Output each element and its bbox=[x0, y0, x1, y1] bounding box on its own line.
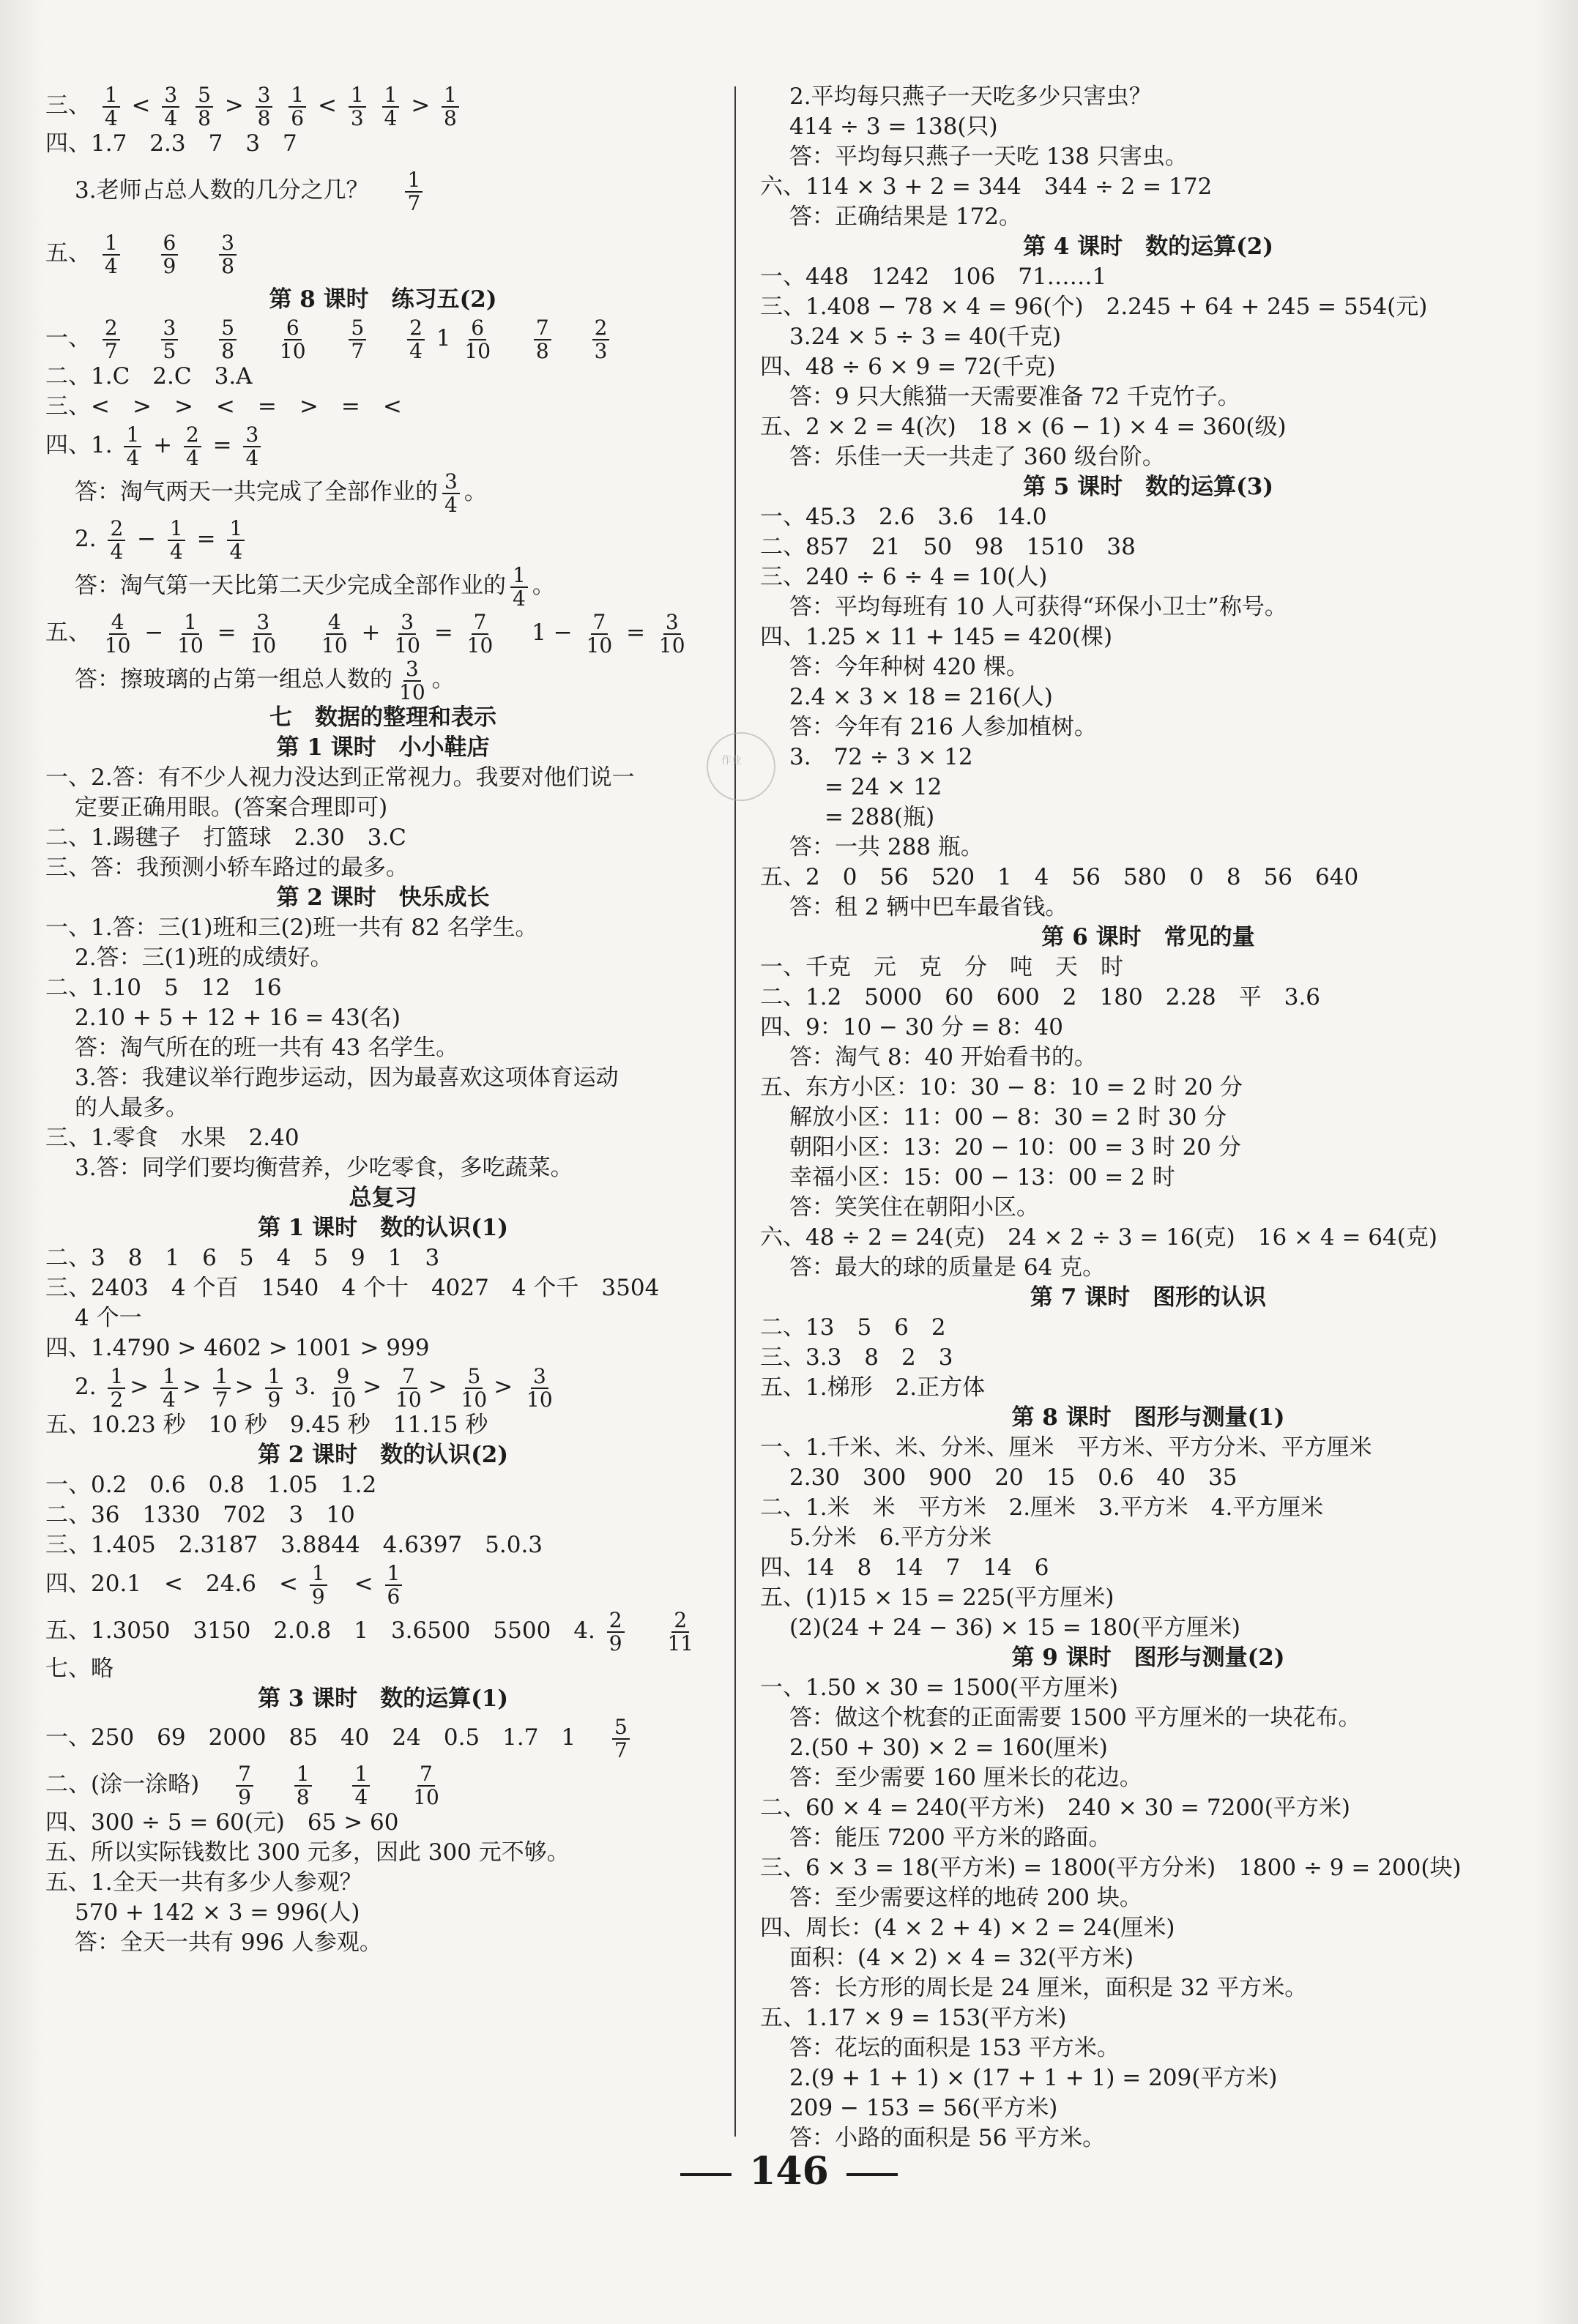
operator: > bbox=[224, 92, 244, 119]
answer-line: 二、857 21 50 98 1510 38 bbox=[760, 534, 1136, 560]
line-text: 一、250 69 2000 85 40 24 0.5 1.7 1 bbox=[45, 1724, 576, 1751]
answer-line: 四、300 ÷ 5 = 60(元) 65 > 60 bbox=[45, 1809, 399, 1836]
fraction: $\frac{2}{11}$ bbox=[667, 1608, 694, 1656]
lesson-heading: 第 2 课时 快乐成长 bbox=[276, 884, 490, 911]
fraction: $\frac{1}{2}$ bbox=[108, 1366, 125, 1410]
fraction: $\frac{2}{4}$ bbox=[108, 518, 125, 562]
answer-line bbox=[45, 1714, 721, 1761]
answer-line: 3.答：我建议举行跑步运动，因为最喜欢这项体育运动 bbox=[75, 1065, 619, 1091]
line-text: 2. bbox=[75, 526, 97, 552]
line-text: 答：擦玻璃的占第一组总人数的 bbox=[75, 666, 392, 693]
answer-line: 一、45.3 2.6 3.6 14.0 bbox=[760, 504, 1047, 530]
line-text: 一、 bbox=[45, 325, 91, 351]
answer-line: 四、周长：(4 × 2 + 4) × 2 = 24(厘米) bbox=[760, 1915, 1175, 1941]
answer-line: 2.答：三(1)班的成绩好。 bbox=[75, 945, 333, 971]
fraction: $\frac{1}{4}$ bbox=[510, 565, 528, 609]
fraction: $\frac{1}{6}$ bbox=[289, 84, 306, 129]
fraction: $\frac{1}{8}$ bbox=[294, 1763, 312, 1808]
fraction: $\frac{6}{9}$ bbox=[161, 232, 179, 277]
fraction: $\frac{1}{9}$ bbox=[265, 1366, 283, 1410]
fraction: $\frac{1}{4}$ bbox=[124, 424, 141, 469]
fraction: $\frac{4}{10}$ bbox=[321, 610, 348, 658]
answer-line: 2.10 + 5 + 12 + 16 = 43(名) bbox=[75, 1005, 401, 1031]
answer-line: 答：做这个枕套的正面需要 1500 平方厘米的一块花布。 bbox=[789, 1705, 1361, 1731]
fraction: $\frac{1}{4}$ bbox=[103, 84, 120, 129]
answer-line: 答：最大的球的质量是 64 克。 bbox=[789, 1254, 1106, 1281]
answer-line: 二、1.踢毽子 打篮球 2.30 3.C bbox=[45, 824, 406, 851]
line-text: 2. bbox=[75, 1374, 97, 1400]
fraction: $\frac{1}{4}$ bbox=[168, 518, 185, 562]
footer-dash-left bbox=[680, 2173, 732, 2176]
answer-line: 四、1.25 × 11 + 145 = 420(棵) bbox=[760, 624, 1113, 650]
answer-line: 570 + 142 × 3 = 996(人) bbox=[75, 1899, 360, 1926]
answer-line: 五、(1)15 × 15 = 225(平方厘米) bbox=[760, 1584, 1114, 1611]
lesson-heading: 第 2 课时 数的认识(2) bbox=[257, 1442, 509, 1468]
answer-line: 答：长方形的周长是 24 厘米，面积是 32 平方米。 bbox=[789, 1975, 1308, 2001]
fraction: $\frac{7}{10}$ bbox=[413, 1762, 439, 1809]
fraction: $\frac{7}{10}$ bbox=[395, 1364, 422, 1412]
lesson-heading: 第 1 课时 数的认识(1) bbox=[257, 1215, 509, 1241]
answer-line: 的人最多。 bbox=[75, 1095, 188, 1121]
answer-line: 2. $\frac{2}{4}$ − $\frac{1}{4}$ = $\frac{1}{4}$ bbox=[45, 515, 721, 562]
fraction: $\frac{7}{8}$ bbox=[534, 317, 551, 362]
fraction: $\frac{9}{10}$ bbox=[330, 1364, 357, 1412]
fraction: $\frac{1}{4}$ bbox=[103, 232, 120, 277]
answer-line: 四、1.4790 > 4602 > 1001 > 999 bbox=[45, 1335, 430, 1361]
answer-line: 一、1.50 × 30 = 1500(平方厘米) bbox=[760, 1675, 1118, 1701]
fraction: $\frac{1}{9}$ bbox=[310, 1563, 327, 1607]
line-text: 三、 bbox=[45, 92, 91, 119]
answer-line: 一、1.答：三(1)班和三(2)班一共有 82 名学生。 bbox=[45, 915, 538, 941]
line-text: 五、 bbox=[45, 240, 91, 267]
answer-line: 答：笑笑住在朝阳小区。 bbox=[789, 1194, 1039, 1221]
fraction: $\frac{1}{4}$ bbox=[352, 1763, 370, 1808]
answer-line: 四、1.7 2.3 7 3 7 bbox=[45, 130, 297, 157]
page-number: 146 bbox=[749, 2149, 829, 2194]
answer-line: 4 个一 bbox=[75, 1305, 142, 1331]
answer-line: 朝阳小区：13：20 − 10：00 = 3 时 20 分 bbox=[789, 1134, 1241, 1161]
fraction: $\frac{2}{4}$ bbox=[184, 424, 201, 469]
answer-line: 答：至少需要 160 厘米长的花边。 bbox=[789, 1765, 1142, 1791]
answer-line: 二、1.10 5 12 16 bbox=[45, 975, 282, 1001]
answer-line: 三、1.零食 水果 2.40 bbox=[45, 1125, 299, 1151]
fraction: $\frac{1}{4}$ bbox=[160, 1366, 178, 1410]
answer-line: 一、0.2 0.6 0.8 1.05 1.2 bbox=[45, 1472, 377, 1498]
answer-line: 三、< > > < = > = < bbox=[45, 393, 402, 420]
answer-line: 六、48 ÷ 2 = 24(克) 24 × 2 ÷ 3 = 16(克) 16 × 4 = 64(克) bbox=[760, 1224, 1437, 1251]
operator: > bbox=[411, 92, 431, 119]
answer-line: 一、千克 元 克 分 吨 天 时 bbox=[760, 954, 1123, 980]
fraction: $\frac{7}{10}$ bbox=[466, 610, 494, 658]
answer-line: 2.4 × 3 × 18 = 216(人) bbox=[789, 684, 1053, 710]
answer-line: 答：平均每班有 10 人可获得“环保小卫士”称号。 bbox=[789, 594, 1287, 620]
answer-line: 答：淘气两天一共完成了全部作业的 $\frac{3}{4}$ 。 bbox=[75, 469, 487, 517]
answer-line: 414 ÷ 3 = 138(只) bbox=[789, 113, 998, 140]
fraction: $\frac{3}{10}$ bbox=[526, 1364, 553, 1412]
answer-line: 答：一共 288 瓶。 bbox=[789, 834, 983, 860]
line-text: 五、1.3050 3150 2.0.8 1 3.6500 5500 4. bbox=[45, 1617, 595, 1644]
answer-line: 答：能压 7200 平方米的路面。 bbox=[789, 1825, 1112, 1851]
answer-line: 2.30 300 900 20 15 0.6 40 35 bbox=[789, 1464, 1238, 1491]
answer-line: 二、3 8 1 6 5 4 5 9 1 3 bbox=[45, 1245, 440, 1271]
answer-line: 三、3.3 8 2 3 bbox=[760, 1344, 953, 1371]
fraction: $\frac{2}{9}$ bbox=[607, 1609, 625, 1654]
fraction: $\frac{3}{10}$ bbox=[658, 610, 685, 658]
fraction: $\frac{1}{10}$ bbox=[177, 610, 204, 658]
answer-line: 答：花坛的面积是 153 平方米。 bbox=[789, 2035, 1120, 2061]
page-footer bbox=[0, 2149, 1578, 2194]
left-column bbox=[45, 82, 721, 1958]
answer-line: 答：全天一共有 996 人参观。 bbox=[75, 1929, 382, 1956]
fraction: $\frac{5}{10}$ bbox=[461, 1364, 488, 1412]
answer-line: 三、240 ÷ 6 ÷ 4 = 10(人) bbox=[760, 564, 1048, 590]
answer-line: 一、2.答：有不少人视力没达到正常视力。我要对他们说一 bbox=[45, 764, 635, 791]
answer-line: 答：今年有 216 人参加植树。 bbox=[789, 714, 1097, 740]
answer-line: 二、36 1330 702 3 10 bbox=[45, 1502, 355, 1528]
answer-line: 二、13 5 6 2 bbox=[760, 1314, 946, 1341]
answer-line: 三、1.405 2.3187 3.8844 4.6397 5.0.3 bbox=[45, 1532, 543, 1558]
answer-line: 3.答：同学们要均衡营养，少吃零食，多吃蔬菜。 bbox=[75, 1155, 573, 1181]
answer-line: 五、2 × 2 = 4(次) 18 × (6 − 1) × 4 = 360(级) bbox=[760, 414, 1287, 440]
line-text: 答：淘气第一天比第二天少完成全部作业的 bbox=[75, 573, 506, 599]
fraction: $\frac{3}{8}$ bbox=[256, 84, 273, 129]
answer-line: 3. 72 ÷ 3 × 12 bbox=[789, 744, 973, 770]
fraction: $\frac{3}{4}$ bbox=[442, 471, 460, 515]
answer-line: 四、9：10 − 30 分 = 8：40 bbox=[760, 1014, 1064, 1040]
answer-line: 五、1.17 × 9 = 153(平方米) bbox=[760, 2005, 1067, 2031]
lesson-heading: 第 9 课时 图形与测量(2) bbox=[1011, 1645, 1285, 1671]
line-text: 四、1. bbox=[45, 432, 113, 458]
answer-line: = 288(瓶) bbox=[825, 804, 935, 830]
fraction: $\frac{3}{8}$ bbox=[219, 232, 237, 277]
answer-line: 答：淘气所在的班一共有 43 名学生。 bbox=[75, 1035, 459, 1061]
fraction: $\frac{1}{7}$ bbox=[405, 169, 423, 214]
answer-line: 答：平均每只燕子一天吃 138 只害虫。 bbox=[789, 144, 1188, 170]
lesson-heading: 第 5 课时 数的运算(3) bbox=[1022, 474, 1274, 500]
answer-line: 2.(50 + 30) × 2 = 160(厘米) bbox=[789, 1735, 1108, 1761]
line-text: 五、 bbox=[45, 619, 91, 646]
answer-line: 5.分米 6.平方分米 bbox=[789, 1524, 992, 1551]
fraction: $\frac{5}{7}$ bbox=[349, 317, 366, 362]
fraction: $\frac{1}{8}$ bbox=[442, 84, 459, 129]
answer-line: 答：9 只大熊猫一天需要准备 72 千克竹子。 bbox=[789, 384, 1240, 410]
line-text: 3.老师占总人数的几分之几？ bbox=[75, 177, 369, 204]
answer-line: 五、10.23 秒 10 秒 9.45 秒 11.15 秒 bbox=[45, 1412, 488, 1438]
answer-line: 3.24 × 5 ÷ 3 = 40(千克) bbox=[789, 324, 1062, 350]
answer-line: 一、1.千米、米、分米、厘米 平方米、平方分米、平方厘米 bbox=[760, 1434, 1372, 1461]
fraction: $\frac{1}{4}$ bbox=[382, 84, 400, 129]
line-text: 1 bbox=[436, 325, 451, 351]
answer-line: 二、1.2 5000 60 600 2 180 2.28 平 3.6 bbox=[760, 984, 1321, 1010]
answer-line: 答：租 2 辆中巴车最省钱。 bbox=[789, 894, 1068, 920]
answer-line: 2.(9 + 1 + 1) × (17 + 1 + 1) = 209(平方米) bbox=[789, 2065, 1278, 2091]
fraction: $\frac{7}{9}$ bbox=[236, 1763, 253, 1808]
answer-line: 五、1.全天一共有多少人参观？ bbox=[45, 1869, 362, 1896]
answer-line: 答：至少需要这样的地砖 200 块。 bbox=[789, 1885, 1142, 1911]
line-text: 1 − bbox=[532, 619, 573, 646]
fraction: $\frac{3}{10}$ bbox=[250, 610, 277, 658]
fraction: $\frac{2}{7}$ bbox=[103, 317, 120, 362]
footer-dash-right bbox=[846, 2173, 898, 2176]
chapter-heading: 总复习 bbox=[349, 1185, 417, 1211]
answer-line: 答：正确结果是 172。 bbox=[789, 204, 1022, 230]
right-column bbox=[760, 82, 1536, 2153]
answer-line bbox=[45, 222, 721, 285]
fraction: $\frac{3}{5}$ bbox=[161, 317, 179, 362]
lesson-heading: 第 1 课时 小小鞋店 bbox=[276, 734, 490, 761]
answer-line: (2)(24 + 24 − 36) × 15 = 180(平方厘米) bbox=[789, 1614, 1240, 1641]
fraction: $\frac{1}{3}$ bbox=[349, 84, 366, 129]
lesson-heading: 第 3 课时 数的运算(1) bbox=[257, 1686, 509, 1712]
operator: < bbox=[131, 92, 151, 119]
answer-line: 定要正确用眼。(答案合理即可) bbox=[75, 794, 388, 821]
answer-line: 答：今年种树 420 棵。 bbox=[789, 654, 1029, 680]
answer-line: 解放小区：11：00 − 8：30 = 2 时 30 分 bbox=[789, 1104, 1227, 1131]
fraction: $\frac{2}{3}$ bbox=[592, 317, 610, 362]
answer-line: 答：淘气 8：40 开始看书的。 bbox=[789, 1044, 1097, 1070]
lesson-heading: 第 7 课时 图形的认识 bbox=[1030, 1284, 1267, 1311]
lesson-heading: 第 8 课时 图形与测量(1) bbox=[1011, 1404, 1285, 1431]
fraction: $\frac{6}{10}$ bbox=[279, 316, 306, 363]
fraction: $\frac{6}{10}$ bbox=[464, 316, 491, 363]
answer-line: 五、 $\frac{4}{10}$ − $\frac{1}{10}$ = $\frac{3}{10}$ $\frac{4}{10}$ + $\frac{3}{10}$ = $\frac{7}{10}$ 1 − $\frac{7}{10}$ = $\frac{3}{10}$ bbox=[45, 609, 721, 656]
fraction: $\frac{1}{4}$ bbox=[227, 518, 245, 562]
answer-line: 三、6 × 3 = 18(平方米) = 1800(平方分米) 1800 ÷ 9 = 200(块) bbox=[760, 1855, 1462, 1881]
line-text: 二、(涂一涂略) bbox=[45, 1771, 200, 1798]
operator: < bbox=[317, 92, 337, 119]
answer-line: 四、1. $\frac{1}{4}$ + $\frac{2}{4}$ = $\frac{3}{4}$ bbox=[45, 422, 721, 469]
fraction: $\frac{3}{10}$ bbox=[399, 657, 425, 704]
answer-line: 幸福小区：15：00 − 13：00 = 2 时 bbox=[789, 1164, 1175, 1191]
answer-line: 四、20.1 < 24.6 < $\frac{1}{9}$ < $\frac{1}{6}$ bbox=[45, 1560, 721, 1607]
faded-stamp bbox=[707, 732, 775, 801]
answer-line: 答：乐佳一天一共走了 360 级台阶。 bbox=[789, 444, 1165, 470]
answer-line: 三、2403 4 个百 1540 4 个十 4027 4 个千 3504 bbox=[45, 1275, 660, 1301]
line-text: 答：淘气两天一共完成了全部作业的 bbox=[75, 479, 438, 505]
answer-line: 209 − 153 = 56(平方米) bbox=[789, 2095, 1058, 2121]
answer-line: 答：擦玻璃的占第一组总人数的 $\frac{3}{10}$ 。 bbox=[75, 657, 455, 704]
answer-line bbox=[45, 315, 721, 362]
fraction: $\frac{1}{6}$ bbox=[385, 1563, 403, 1607]
answer-line: 二、1.C 2.C 3.A bbox=[45, 363, 253, 390]
answer-line: 五、所以实际钱数比 300 元多，因此 300 元不够。 bbox=[45, 1839, 570, 1866]
fraction: $\frac{3}{4}$ bbox=[243, 424, 261, 469]
answer-line: 三、答：我预测小轿车路过的最多。 bbox=[45, 854, 409, 881]
answer-line: 五、2 0 56 520 1 4 56 580 0 8 56 640 bbox=[760, 864, 1359, 890]
answer-line bbox=[45, 82, 721, 129]
lesson-heading: 第 8 课时 练习五(2) bbox=[269, 286, 497, 313]
fraction: $\frac{5}{8}$ bbox=[196, 84, 213, 129]
answer-line: 三、1.408 − 78 × 4 = 96(个) 2.245 + 64 + 245 = 554(元) bbox=[760, 294, 1428, 320]
answer-line bbox=[45, 159, 721, 222]
fraction: $\frac{2}{4}$ bbox=[407, 317, 425, 362]
answer-line: 一、448 1242 106 71……1 bbox=[760, 264, 1107, 290]
answer-line: 2.平均每只燕子一天吃多少只害虫？ bbox=[789, 83, 1152, 110]
lesson-heading: 第 4 课时 数的运算(2) bbox=[1022, 234, 1274, 260]
answer-line: 答：淘气第一天比第二天少完成全部作业的 $\frac{1}{4}$ 。 bbox=[75, 563, 555, 611]
answer-line: 二、1.米 米 平方米 2.厘米 3.平方米 4.平方厘米 bbox=[760, 1494, 1324, 1521]
fraction: $\frac{5}{7}$ bbox=[612, 1716, 630, 1761]
fraction: $\frac{3}{4}$ bbox=[162, 84, 179, 129]
answer-line: 五、东方小区：10：30 − 8：10 = 2 时 20 分 bbox=[760, 1074, 1243, 1100]
answer-line bbox=[45, 1761, 721, 1808]
fraction: $\frac{5}{8}$ bbox=[219, 317, 237, 362]
answer-line: 二、60 × 4 = 240(平方米) 240 × 30 = 7200(平方米) bbox=[760, 1795, 1350, 1821]
column-divider bbox=[734, 86, 736, 2137]
stamp-text: 作业 bbox=[721, 755, 742, 767]
answer-line: 面积：(4 × 2) × 4 = 32(平方米) bbox=[789, 1945, 1134, 1971]
answer-line: 答：小路的面积是 56 平方米。 bbox=[789, 2125, 1106, 2151]
answer-line: 七、略 bbox=[45, 1656, 113, 1682]
answer-line: 六、114 × 3 + 2 = 344 344 ÷ 2 = 172 bbox=[760, 174, 1213, 200]
fraction: $\frac{3}{10}$ bbox=[394, 610, 420, 658]
fraction: $\frac{7}{10}$ bbox=[586, 610, 613, 658]
answer-line: 2. $\frac{1}{2}$ > $\frac{1}{4}$ > $\frac{1}{7}$ > $\frac{1}{9}$ 3. $\frac{9}{10}$ > $\frac{7}{10}$ > $\frac{5}{10}$ > $\frac{3}{10}$ bbox=[45, 1363, 721, 1410]
lesson-heading: 第 6 课时 常见的量 bbox=[1041, 924, 1255, 950]
chapter-heading: 七 数据的整理和表示 bbox=[269, 704, 496, 731]
answer-line: 四、14 8 14 7 14 6 bbox=[760, 1554, 1049, 1581]
answer-line: 四、48 ÷ 6 × 9 = 72(千克) bbox=[760, 354, 1056, 380]
fraction: $\frac{1}{7}$ bbox=[213, 1366, 231, 1410]
line-text: 四、20.1 < 24.6 < bbox=[45, 1571, 298, 1597]
answer-line: = 24 × 12 bbox=[825, 774, 942, 800]
line-text: 3. bbox=[294, 1374, 316, 1400]
fraction: $\frac{4}{10}$ bbox=[104, 610, 131, 658]
answer-line: 五、1.梯形 2.正方体 bbox=[760, 1374, 986, 1401]
answer-line bbox=[45, 1607, 721, 1654]
